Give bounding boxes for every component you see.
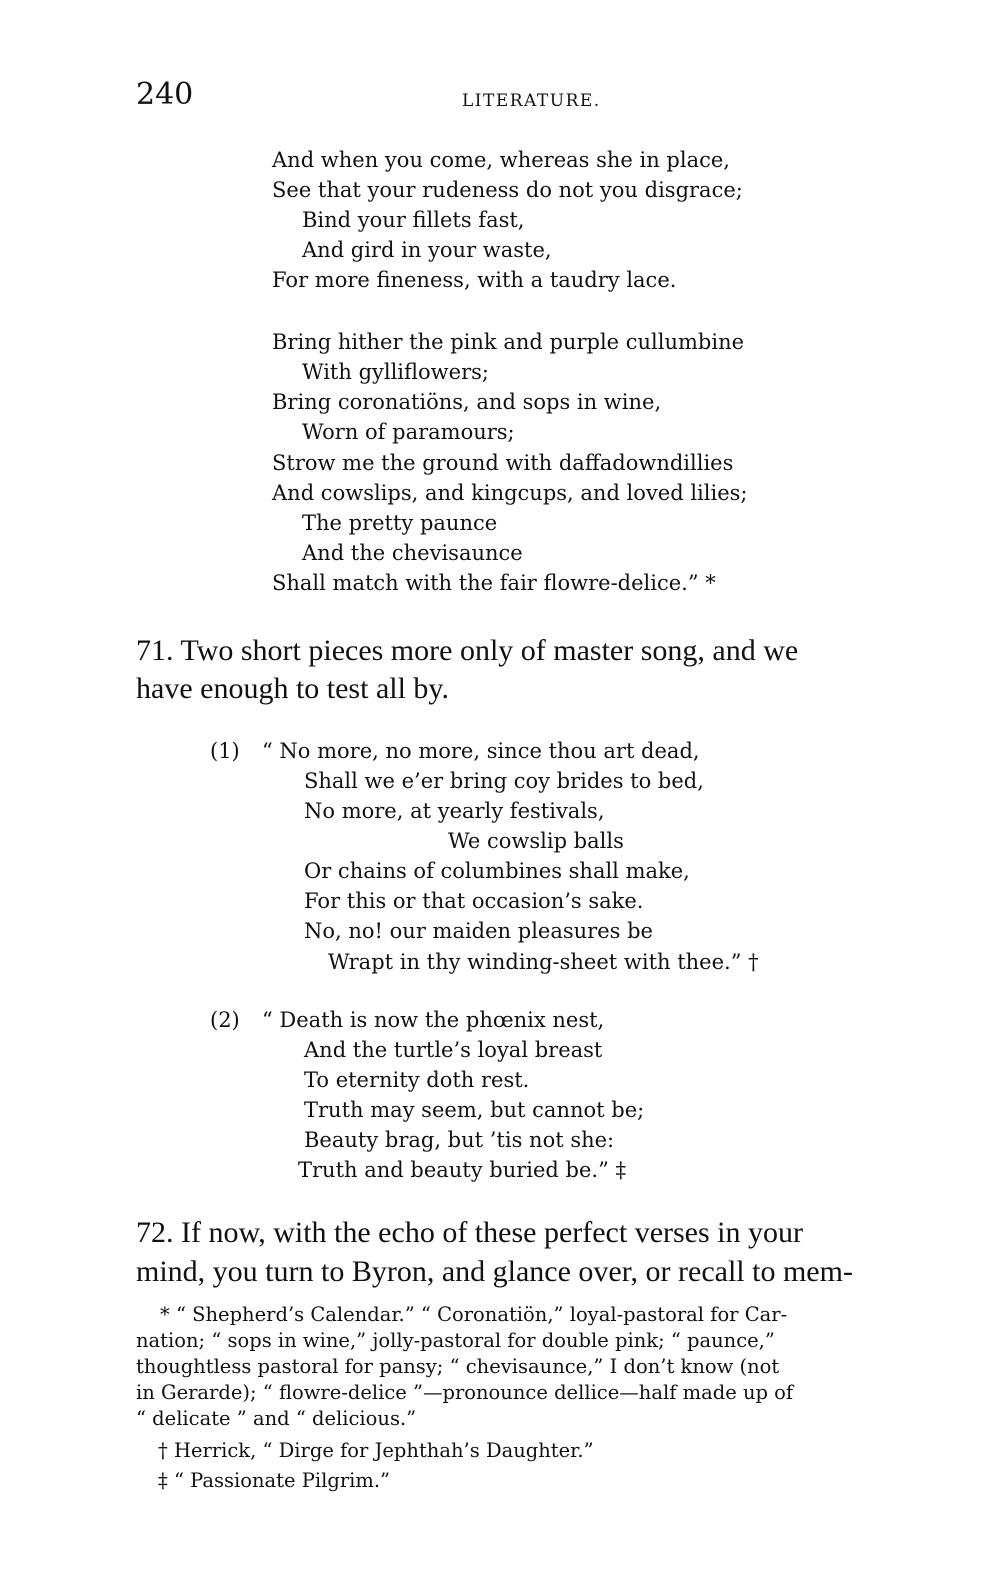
footnote-line: * “ Shepherd’s Calendar.” “ Coronatiön,” loyal-pastoral for Car- xyxy=(160,1303,788,1326)
verse-line: Or chains of columbines shall make, xyxy=(304,859,690,883)
verse-line: To eternity doth rest. xyxy=(304,1068,530,1092)
footnote-line: nation; “ sops in wine,” jolly-pastoral for double pink; “ paunce,” xyxy=(136,1329,775,1352)
poem-marker: (2) xyxy=(210,1008,240,1032)
verse-line: Shall match with the fair flowre-delice.” * xyxy=(272,571,716,595)
page-number: 240 xyxy=(136,77,194,112)
poem-marker: (1) xyxy=(210,739,240,763)
running-title: LITERATURE. xyxy=(462,91,601,111)
paragraph-line: 71. Two short pieces more only of master song, and we xyxy=(136,634,799,667)
verse-line: No, no! our maiden pleasures be xyxy=(304,919,653,943)
verse-line: And when you come, whereas she in place, xyxy=(272,148,730,172)
verse-line: For this or that occasion’s sake. xyxy=(304,889,644,913)
footnote-line: thoughtless pastoral for pansy; “ chevisaunce,” I don’t know (not xyxy=(136,1355,780,1378)
verse-line: Bring coronatiöns, and sops in wine, xyxy=(272,390,662,414)
verse-line: Shall we e’er bring coy brides to bed, xyxy=(304,769,704,793)
verse-line: And the chevisaunce xyxy=(302,541,523,565)
verse-line: Bind your fillets fast, xyxy=(302,208,525,232)
paragraph-line: mind, you turn to Byron, and glance over, or recall to mem- xyxy=(136,1255,853,1288)
verse-line: “ Death is now the phœnix nest, xyxy=(262,1008,605,1032)
paragraph-line: have enough to test all by. xyxy=(136,672,449,705)
verse-line: Beauty brag, but ’tis not she: xyxy=(304,1128,615,1152)
verse-line: The pretty paunce xyxy=(302,511,498,535)
verse-line: “ No more, no more, since thou art dead, xyxy=(262,739,700,763)
verse-line: Bring hither the pink and purple cullumbine xyxy=(272,330,745,354)
verse-line: With gylliflowers; xyxy=(302,360,489,384)
footnote-line: † Herrick, “ Dirge for Jephthah’s Daughter.” xyxy=(158,1439,594,1462)
footnote-line: “ delicate ” and “ delicious.” xyxy=(136,1407,417,1430)
verse-line: Truth may seem, but cannot be; xyxy=(304,1098,645,1122)
verse-line: For more fineness, with a taudry lace. xyxy=(272,268,677,292)
verse-line: And the turtle’s loyal breast xyxy=(304,1038,603,1062)
verse-line: We cowslip balls xyxy=(448,829,624,853)
verse-line: Strow me the ground with daffadowndillies xyxy=(272,451,734,475)
paragraph-line: 72. If now, with the echo of these perfect verses in your xyxy=(136,1216,804,1249)
verse-line: Truth and beauty buried be.” ‡ xyxy=(298,1158,626,1182)
verse-line: No more, at yearly festivals, xyxy=(304,799,605,823)
footnote-line: in Gerarde); “ flowre-delice ”—pronounce dellice—half made up of xyxy=(136,1381,794,1404)
verse-line: And cowslips, and kingcups, and loved lilies; xyxy=(272,481,748,505)
verse-line: See that your rudeness do not you disgrace; xyxy=(272,178,743,202)
verse-line: And gird in your waste, xyxy=(302,238,552,262)
footnote-line: ‡ “ Passionate Pilgrim.” xyxy=(158,1469,391,1492)
verse-line: Worn of paramours; xyxy=(302,420,515,444)
verse-line: Wrapt in thy winding-sheet with thee.” † xyxy=(328,950,759,974)
